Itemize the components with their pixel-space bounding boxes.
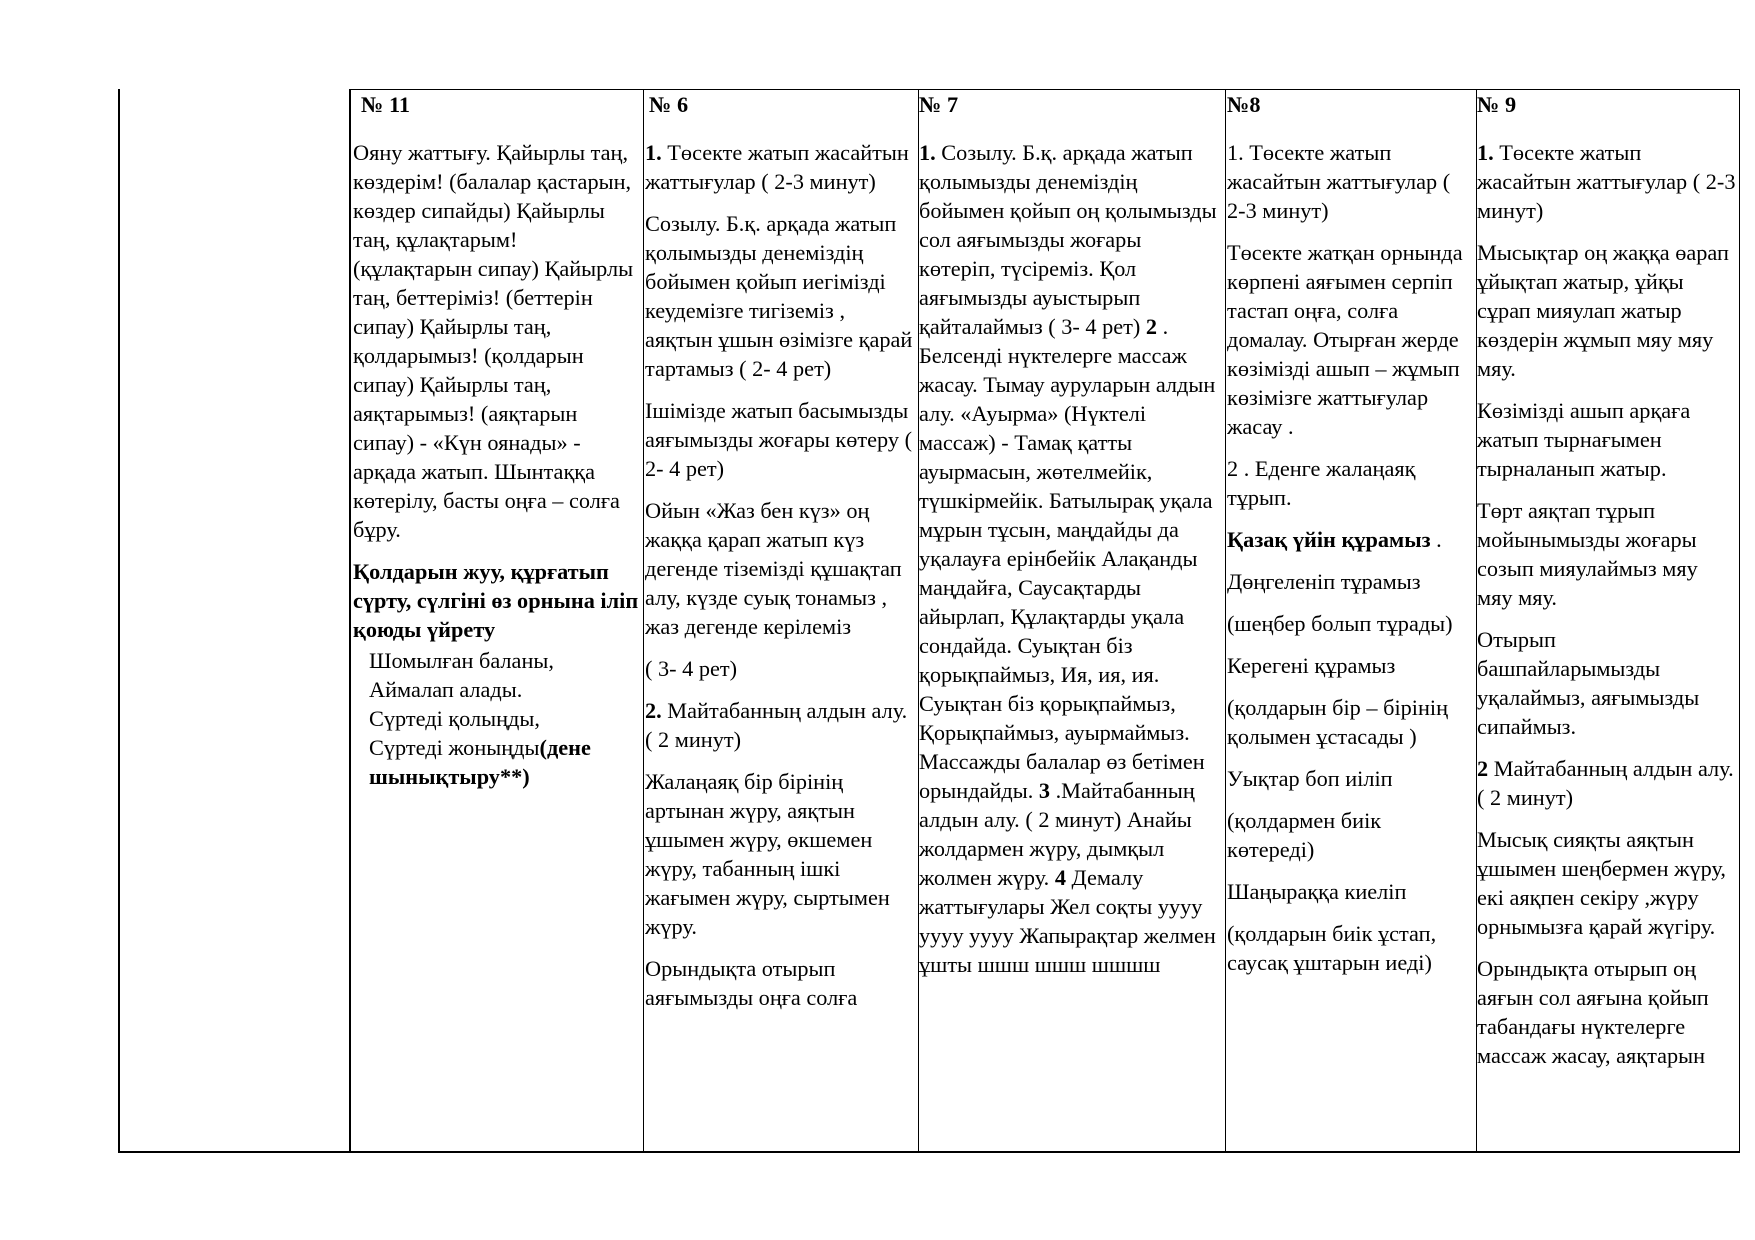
exercise-text: [919, 138, 1223, 979]
rhyme-line: Аймалап алады.: [369, 677, 523, 702]
exercise-item: Уықтар боп иіліп: [1227, 766, 1393, 791]
exercise-item: (қолдарын бір – бірінің қолымен ұстасады ): [1227, 695, 1449, 749]
exercise-item: (шеңбер болып тұрады): [1227, 611, 1453, 636]
item-number: 4: [1054, 865, 1066, 890]
exercise-item: Көзімізді ашып арқаға жатып тырнағымен тырналанып жатыр.: [1477, 398, 1691, 481]
item-number: 1.: [645, 140, 662, 165]
item-text: Демалу жаттығулары Жел соқты уууу уууу уууу Жапырақтар желмен ұшты шшш шшш шшшш: [919, 865, 1216, 977]
column-header: № 6: [649, 92, 689, 117]
exercise-item: Жалаңаяқ бір бірінің артынан жүру, аяқтын ұшымен жүру, өкшемен жүру, табанның ішкі жағымен жүру, сыртымен жүру.: [645, 769, 890, 939]
item-number: 2: [1477, 756, 1489, 781]
item-text: . Белсенді нүктелерге массаж жасау. Тымау ауруларын алдын алу. «Ауырма» (Нүктелі массаж) - Тамақ қатты ауырмасын, жөтелмейік, түшкірмейік. Батылырақ уқала мұрын тұсын, маңдайды да уқалауға ерінбейік Алақанды маңдайға, Саусақтарды айырлап, Құлақтарды уқала сондайда. Суықтан біз қорықпаймыз, Ия, ия, ия. Суықтан біз қорықпаймыз, Қорықпаймыз, ауырмаймыз. Массажды балалар өз бетімен орындайды.: [919, 314, 1216, 803]
column-divider-1: [349, 89, 351, 1152]
rhyme-line: [369, 733, 641, 791]
item-text: Созылу. Б.қ. арқада жатып қолымызды денеміздің бойымен қойып оң қолымызды сол аяғымызды жоғары көтеріп, түсіреміз. Қол аяғымызды ауыстырып қайталаймыз ( 3- 4 рет): [919, 140, 1217, 339]
exercise-item: Мысықтар оң жаққа өарап ұйықтап жатыр, ұйқы сұрап мияулап жатыр көздерін жұмып мяу мяу мяу.: [1477, 240, 1729, 381]
column-no-8: [1227, 90, 1474, 1148]
item-number: 1.: [919, 140, 936, 165]
column-no-11: [353, 90, 641, 1148]
exercise-item: Созылу. Б.қ. арқада жатып қолымызды денеміздің бойымен қойып иегімізді кеудемізге тигіземіз , аяқтын ұшын өзімізге қарай тартамыз ( 2- 4 рет): [645, 211, 913, 381]
exercise-item: 2 . Еденге жалаңаяқ тұрып.: [1227, 456, 1416, 510]
item-text: Төсекте жатып жасайтын жаттығулар ( 2-3 минут): [1477, 140, 1736, 223]
item-text: Майтабанның алдын алу. ( 2 минут): [645, 698, 908, 752]
exercise-item: Керегені құрамыз: [1227, 653, 1396, 678]
item-text: .Майтабанның алдын алу. ( 2 минут) Анайы жолдармен жүру, дымқыл жолмен жүру.: [919, 778, 1195, 890]
item-text: .: [1430, 527, 1442, 552]
exercise-item: (қолдарын биік ұстап, саусақ ұштарын иеді): [1227, 921, 1437, 975]
exercise-item: [1227, 525, 1474, 554]
column-no-6: [645, 90, 916, 1148]
game-title: Қазақ үйін құрамыз: [1227, 527, 1431, 552]
rhyme-line-bold-note: (дене шынықтыру**): [369, 735, 591, 789]
item-text: Төсекте жатып жасайтын жаттығулар ( 2-3 минут): [645, 140, 909, 194]
column-no-9: [1477, 90, 1737, 1148]
exercise-item: Төрт аяқтап тұрып мойынымызды жоғары созып мияулаймыз мяу мяу мяу.: [1477, 498, 1698, 610]
table-border-bottom: [118, 1151, 1740, 1153]
item-number: 3: [1038, 778, 1051, 803]
exercise-item: (қолдармен биік көтереді): [1227, 808, 1382, 862]
column-header: № 7: [919, 92, 959, 117]
exercise-item: Ойын «Жаз бен күз» оң жаққа қарап жатып күз дегенде тіземізді құшақтап алу, күзде суық тонамыз , жаз дегенде керілеміз: [645, 498, 902, 639]
column-divider-4: [1225, 89, 1226, 1152]
exercise-item: [1477, 754, 1737, 812]
rhyme-block: [353, 646, 641, 791]
item-number: 2.: [645, 698, 662, 723]
rhyme-line: Шомылған баланы,: [369, 648, 554, 673]
exercise-item: ( 3- 4 рет): [645, 656, 738, 681]
exercise-item: Орындықта отырып аяғымызды оңға солға: [645, 956, 858, 1010]
exercise-item: [645, 138, 916, 196]
exercise-item: [645, 696, 916, 754]
exercise-item: Дөңгеленіп тұрамыз: [1227, 569, 1421, 594]
rhyme-line-text: Сүртеді жоныңды: [369, 735, 540, 760]
column-header: № 11: [361, 92, 411, 117]
column-header: № 9: [1477, 92, 1517, 117]
column-header: №8: [1227, 92, 1261, 117]
item-number: 1.: [1477, 140, 1494, 165]
exercise-item: [1477, 138, 1737, 225]
exercise-item: Орындықта отырып оң аяғын сол аяғына қойып табандағы нүктелерге массаж жасау, аяқтарын: [1477, 956, 1709, 1068]
exercise-item: 1. Төсекте жатып жасайтын жаттығулар ( 2-3 минут): [1227, 140, 1451, 223]
column-no-7: [919, 90, 1223, 1148]
wakeup-exercise-text: Ояну жаттығу. Қайырлы таң, көздерім! (балалар қастарын, көздер сипайды) Қайырлы таң, құлақтарым! (құлақтарын сипау) Қайырлы таң, беттеріміз! (беттерін сипау) Қайырлы таң, қолдарымыз! (қолдарын сипау) Қайырлы таң, аяқтарымыз! (аяқтарын сипау) - «Күн оянады» - арқада жатып. Шынтаққа көтерілу, басты оңға – солға бұру.: [353, 140, 634, 542]
item-number: 2: [1145, 314, 1158, 339]
exercise-item: Мысық сияқты аяқтын ұшымен шеңбермен жүру, екі аяқпен секіру ,жүру орнымызға қарай жүгіру.: [1477, 827, 1726, 939]
item-text: Майтабанның алдын алу. ( 2 минут): [1477, 756, 1734, 810]
table-border-left: [118, 89, 120, 1152]
exercise-item: Төсекте жатқан орнында көрпені аяғымен серпіп тастап оңға, солға домалау. Отырған жерде көзімізді ашып – жұмып көзімізге жаттығулар жасау .: [1227, 240, 1463, 439]
exercise-item: Ішімізде жатып басымызды аяғымызды жоғары көтеру ( 2- 4 рет): [645, 398, 913, 481]
table-border-right: [1739, 89, 1740, 1152]
exercise-item: Отырып башпайларымызды уқалаймыз, аяғымызды сипаймыз.: [1477, 627, 1700, 739]
column-divider-2: [643, 89, 644, 1152]
handwashing-title: Қолдарын жуу, құрғатып сүрту, сүлгіні өз орнына іліп қоюды үйрету: [353, 559, 639, 642]
rhyme-line: Сүртеді қолыңды,: [369, 706, 540, 731]
exercise-item: Шаңыраққа киеліп: [1227, 879, 1407, 904]
